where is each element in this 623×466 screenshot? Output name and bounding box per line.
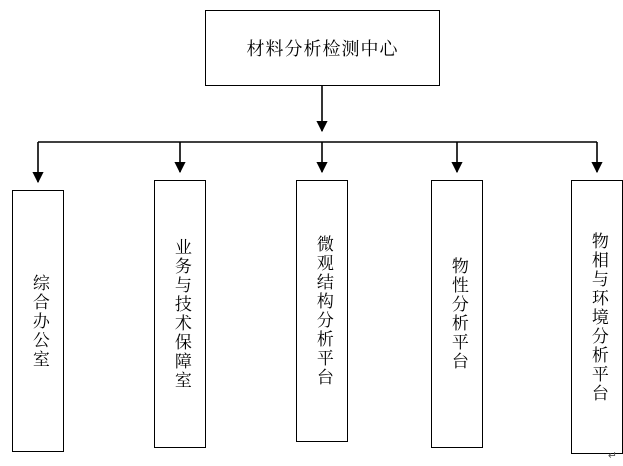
node-child-3-label: 微观结构分析平台 [312, 235, 333, 387]
node-child-5[interactable] [571, 180, 623, 454]
node-child-1[interactable] [12, 190, 64, 452]
node-root-label: 材料分析检测中心 [246, 39, 399, 60]
node-child-5-label: 物相与环境分析平台 [587, 231, 608, 403]
node-child-2[interactable] [154, 180, 206, 448]
node-child-2-label: 业务与技术保障室 [170, 238, 191, 390]
node-root[interactable] [205, 10, 440, 86]
paragraph-mark: ↵ [607, 449, 617, 462]
node-child-4-label: 物性分析平台 [447, 257, 468, 371]
node-child-1-label: 综合办公室 [28, 273, 49, 369]
node-child-3[interactable] [296, 180, 348, 442]
node-child-4[interactable] [431, 180, 483, 448]
